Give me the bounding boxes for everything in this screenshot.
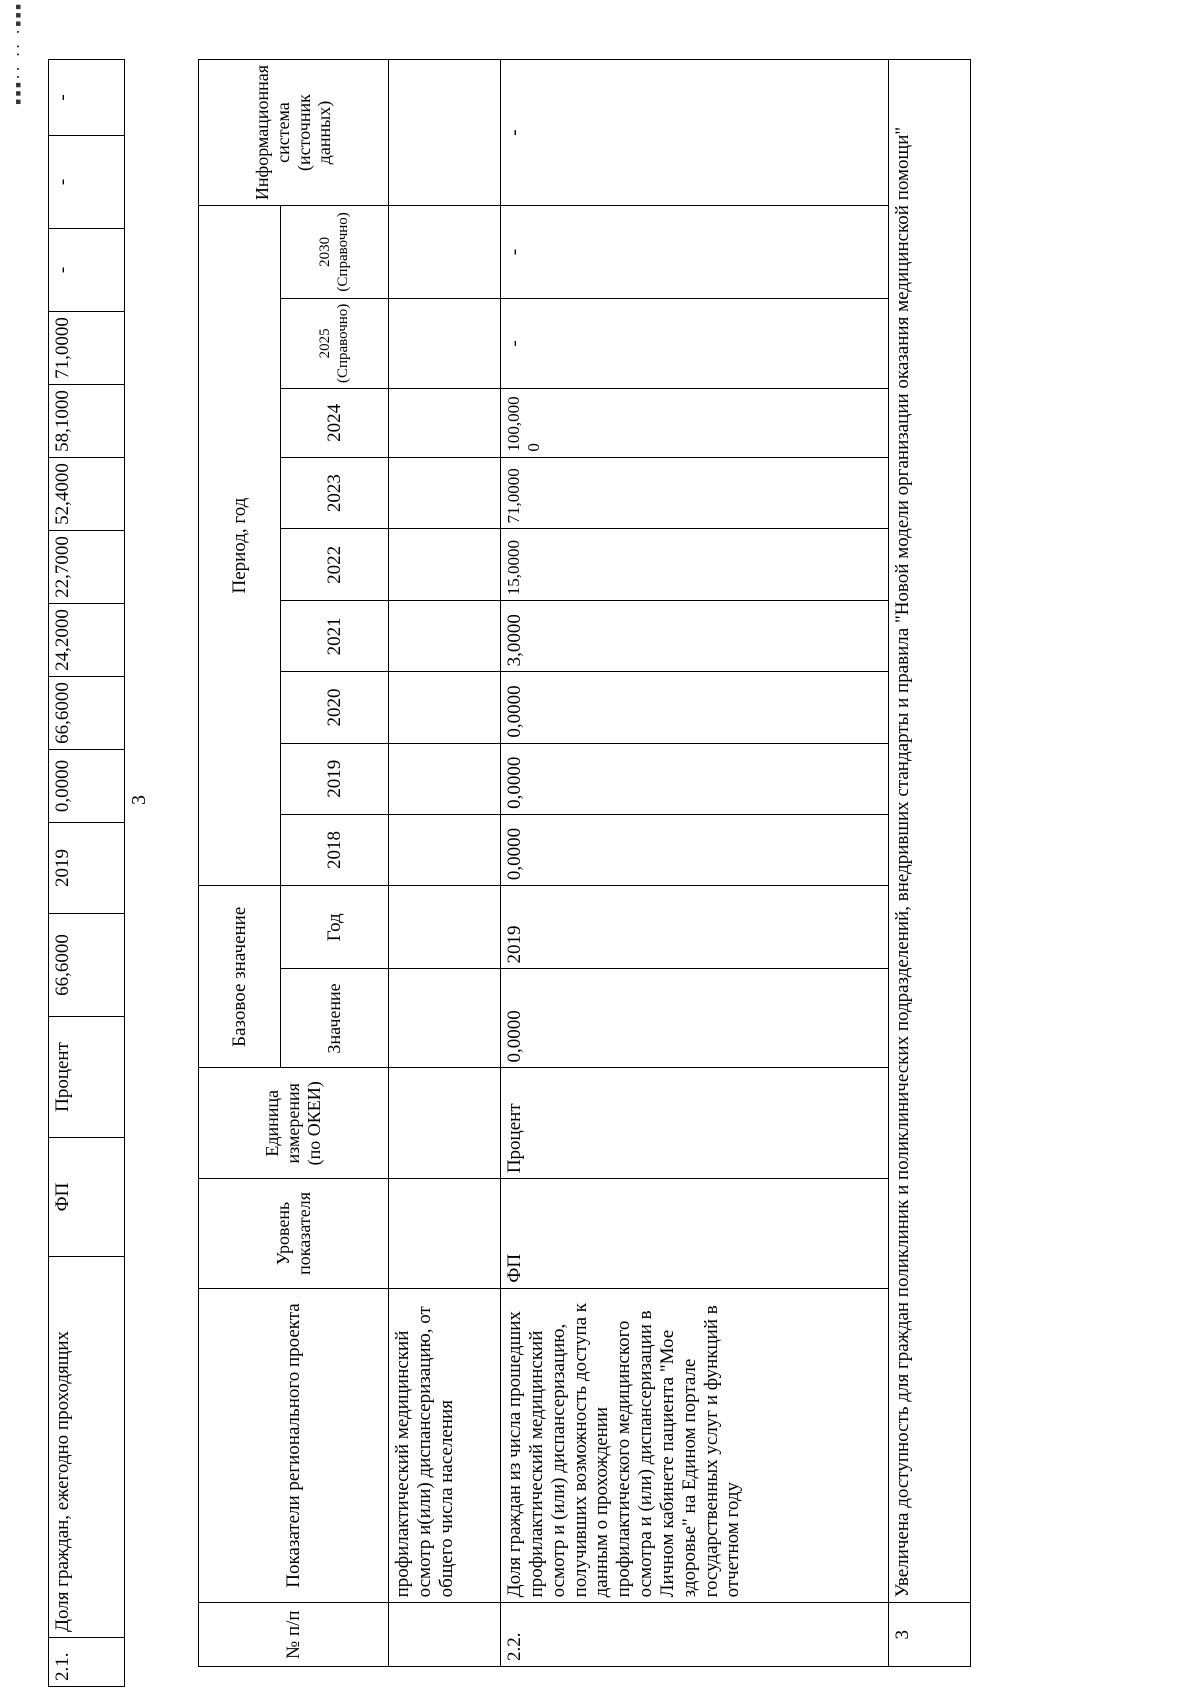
empty-cell [389, 1068, 501, 1179]
year-value: - [501, 298, 889, 388]
base-value: 0,0000 [501, 969, 889, 1068]
empty-cell [389, 969, 501, 1068]
header-year: 2018 [281, 814, 389, 885]
header-indicator: Показатели регионального проекта [199, 1288, 389, 1603]
empty-cell [389, 206, 501, 299]
year-value: 0,0000 [501, 743, 889, 814]
header-period: Период, год [199, 206, 281, 886]
empty-cell [389, 60, 501, 206]
header-year: 2024 [281, 389, 389, 458]
year-value: 3,0000 [501, 601, 889, 672]
year-value: 100,0000 [501, 389, 889, 458]
page-number: 3 [128, 795, 150, 805]
header-info: Информационная система (источник данных) [199, 60, 389, 206]
info-system: - [501, 60, 889, 206]
year-value: 52,4000 [49, 458, 125, 531]
section-num: 3 [889, 1603, 971, 1667]
year-value: 15,0000 [501, 529, 889, 601]
empty-cell [389, 1179, 501, 1289]
year-value: 58,1000 [49, 385, 125, 458]
empty-cell [389, 298, 501, 388]
level: ФП [49, 1138, 125, 1257]
scan-artifact: ▪▪▪·· ·· ·▪▪▪ [8, 1, 28, 105]
year-value: 71,0000 [49, 312, 125, 385]
header-unit: Единица измерения (по ОКЕИ) [199, 1068, 389, 1179]
unit: Процент [501, 1068, 889, 1179]
year-value: 66,6000 [49, 677, 125, 750]
row-num: 2.2. [501, 1603, 889, 1667]
header-year: 2023 [281, 457, 389, 529]
year-value: 22,7000 [49, 531, 125, 604]
year-value: 0,0000 [49, 750, 125, 823]
year-value: 71,0000 [501, 457, 889, 529]
base-value: 66,6000 [49, 914, 125, 1017]
year-value: 24,2000 [49, 604, 125, 677]
year-value: 0,0000 [501, 672, 889, 743]
header-year: 2025 (Справочно) [281, 298, 389, 388]
empty-cell [389, 389, 501, 458]
section-title: Увеличена доступность для граждан поликлиник и поликлинических подразделений, внедривших стандарты и правила "Новой модели организации оказания медицинской помощи" [889, 60, 971, 1603]
empty-cell [389, 601, 501, 672]
indicator-name: Доля граждан из числа прошедших профилактический медицинский осмотр и (или) диспансеризацию, получивших возможность доступа к данным о прохождении профилактического медицинского осмотра и (или) диспансеризации в Личном кабинете пациента "Мое здоровье" на Едином портале государственных услуг и функций в отчетном году [501, 1288, 889, 1603]
continuation-text: профилактический медицинский осмотр и(или) диспансеризацию, от общего числа населения [389, 1288, 501, 1603]
main-table [198, 59, 971, 1667]
empty-cell [389, 1603, 501, 1667]
year-value: - [49, 229, 125, 312]
header-year: 2021 [281, 601, 389, 672]
header-year: 2022 [281, 529, 389, 601]
empty-cell [389, 814, 501, 885]
header-num: № п/п [199, 1603, 389, 1667]
empty-cell [389, 743, 501, 814]
header-base-year: Год [281, 886, 389, 969]
header-year: 2030 (Справочно) [281, 206, 389, 299]
level: ФП [501, 1179, 889, 1289]
empty-cell [389, 457, 501, 529]
empty-cell [389, 886, 501, 969]
empty-cell [389, 529, 501, 601]
header-base-value: Значение [281, 969, 389, 1068]
header-level: Уровень показателя [199, 1179, 389, 1289]
year-value: - [49, 136, 125, 229]
year-value: 0,0000 [501, 814, 889, 885]
header-year: 2020 [281, 672, 389, 743]
base-year: 2019 [49, 823, 125, 914]
unit: Процент [49, 1017, 125, 1138]
indicator-name: Доля граждан, ежегодно проходящих [49, 1257, 125, 1638]
header-base: Базовое значение [199, 886, 281, 1068]
info-system: - [49, 60, 125, 136]
base-year: 2019 [501, 886, 889, 969]
top-table [48, 59, 125, 1687]
header-year: 2019 [281, 743, 389, 814]
year-value: - [501, 206, 889, 299]
empty-cell [389, 672, 501, 743]
row-num: 2.1. [49, 1638, 125, 1687]
